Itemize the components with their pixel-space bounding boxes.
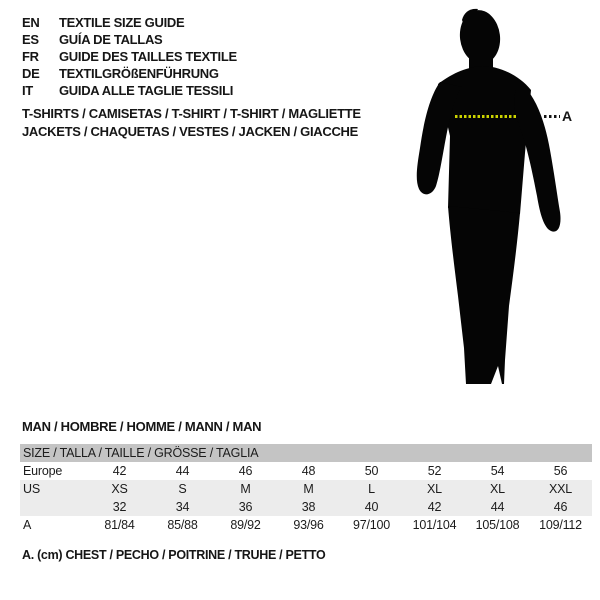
table-cell: 89/92 [230, 518, 261, 532]
row-label: A [23, 518, 32, 532]
language-code: IT [22, 83, 33, 98]
table-cell: 50 [364, 464, 379, 478]
language-title: TEXTILE SIZE GUIDE [59, 15, 185, 30]
table-cell: 46 [553, 500, 568, 514]
table-cell: 44 [175, 464, 190, 478]
table-cell: M [303, 482, 314, 496]
table-cell: XS [111, 482, 128, 496]
language-row-es [22, 31, 237, 48]
table-cell: 93/96 [293, 518, 324, 532]
table-cell: 81/84 [104, 518, 135, 532]
size-table-header: SIZE / TALLA / TAILLE / GRÖSSE / TAGLIA [20, 444, 592, 462]
table-cell: 56 [553, 464, 568, 478]
table-cell: 46 [238, 464, 253, 478]
table-row-us-numeric [20, 498, 592, 516]
language-list [22, 14, 237, 99]
table-cell: M [240, 482, 251, 496]
language-row-de [22, 65, 237, 82]
table-cell: 52 [427, 464, 442, 478]
table-cell: 105/108 [475, 518, 520, 532]
table-cell: S [178, 482, 187, 496]
measurement-legend: A. (cm) CHEST / PECHO / POITRINE / TRUHE / PETTO [22, 548, 326, 562]
table-cell: XL [427, 482, 442, 496]
man-silhouette [412, 8, 564, 388]
language-row-en [22, 14, 237, 31]
table-cell: 54 [490, 464, 505, 478]
language-title: GUIDA ALLE TAGLIE TESSILI [59, 83, 234, 98]
language-row-it [22, 82, 237, 99]
table-cell: 38 [301, 500, 316, 514]
table-cell: XL [490, 482, 505, 496]
language-title: TEXTILGRÖßENFÜHRUNG [59, 66, 219, 81]
row-label: Europe [23, 464, 63, 478]
table-row-a-chest [20, 516, 592, 534]
table-cell: L [368, 482, 375, 496]
language-title: GUIDE DES TAILLES TEXTILE [59, 49, 237, 64]
measure-label-a: A [562, 108, 573, 124]
table-cell: 42 [112, 464, 127, 478]
size-table [20, 444, 592, 534]
table-cell: 85/88 [167, 518, 198, 532]
table-row-europe [20, 462, 592, 480]
table-cell: 32 [112, 500, 127, 514]
table-cell: 109/112 [539, 518, 582, 532]
table-cell: 44 [490, 500, 505, 514]
row-label: US [23, 482, 40, 496]
section-title-man: MAN / HOMBRE / HOMME / MANN / MAN [22, 419, 262, 434]
table-cell: 101/104 [412, 518, 457, 532]
language-code: FR [22, 49, 39, 64]
category-line-jackets: JACKETS / CHAQUETAS / VESTES / JACKEN / GIACCHE [22, 123, 358, 139]
table-cell: 36 [238, 500, 253, 514]
category-block [22, 105, 361, 140]
table-cell: 42 [427, 500, 442, 514]
chest-measure-line [455, 115, 517, 118]
table-cell: 34 [175, 500, 190, 514]
table-row-us [20, 480, 592, 498]
language-code: ES [22, 32, 39, 47]
measure-pointer-line [544, 115, 560, 118]
language-row-fr [22, 48, 237, 65]
language-title: GUÍA DE TALLAS [59, 32, 163, 47]
category-line-tshirts: T-SHIRTS / CAMISETAS / T-SHIRT / T-SHIRT / MAGLIETTE [22, 106, 361, 121]
table-cell: 40 [364, 500, 379, 514]
language-code: DE [22, 66, 40, 81]
table-cell: 48 [301, 464, 316, 478]
table-cell: 97/100 [352, 518, 391, 532]
table-cell: XXL [548, 482, 573, 496]
language-code: EN [22, 15, 40, 30]
